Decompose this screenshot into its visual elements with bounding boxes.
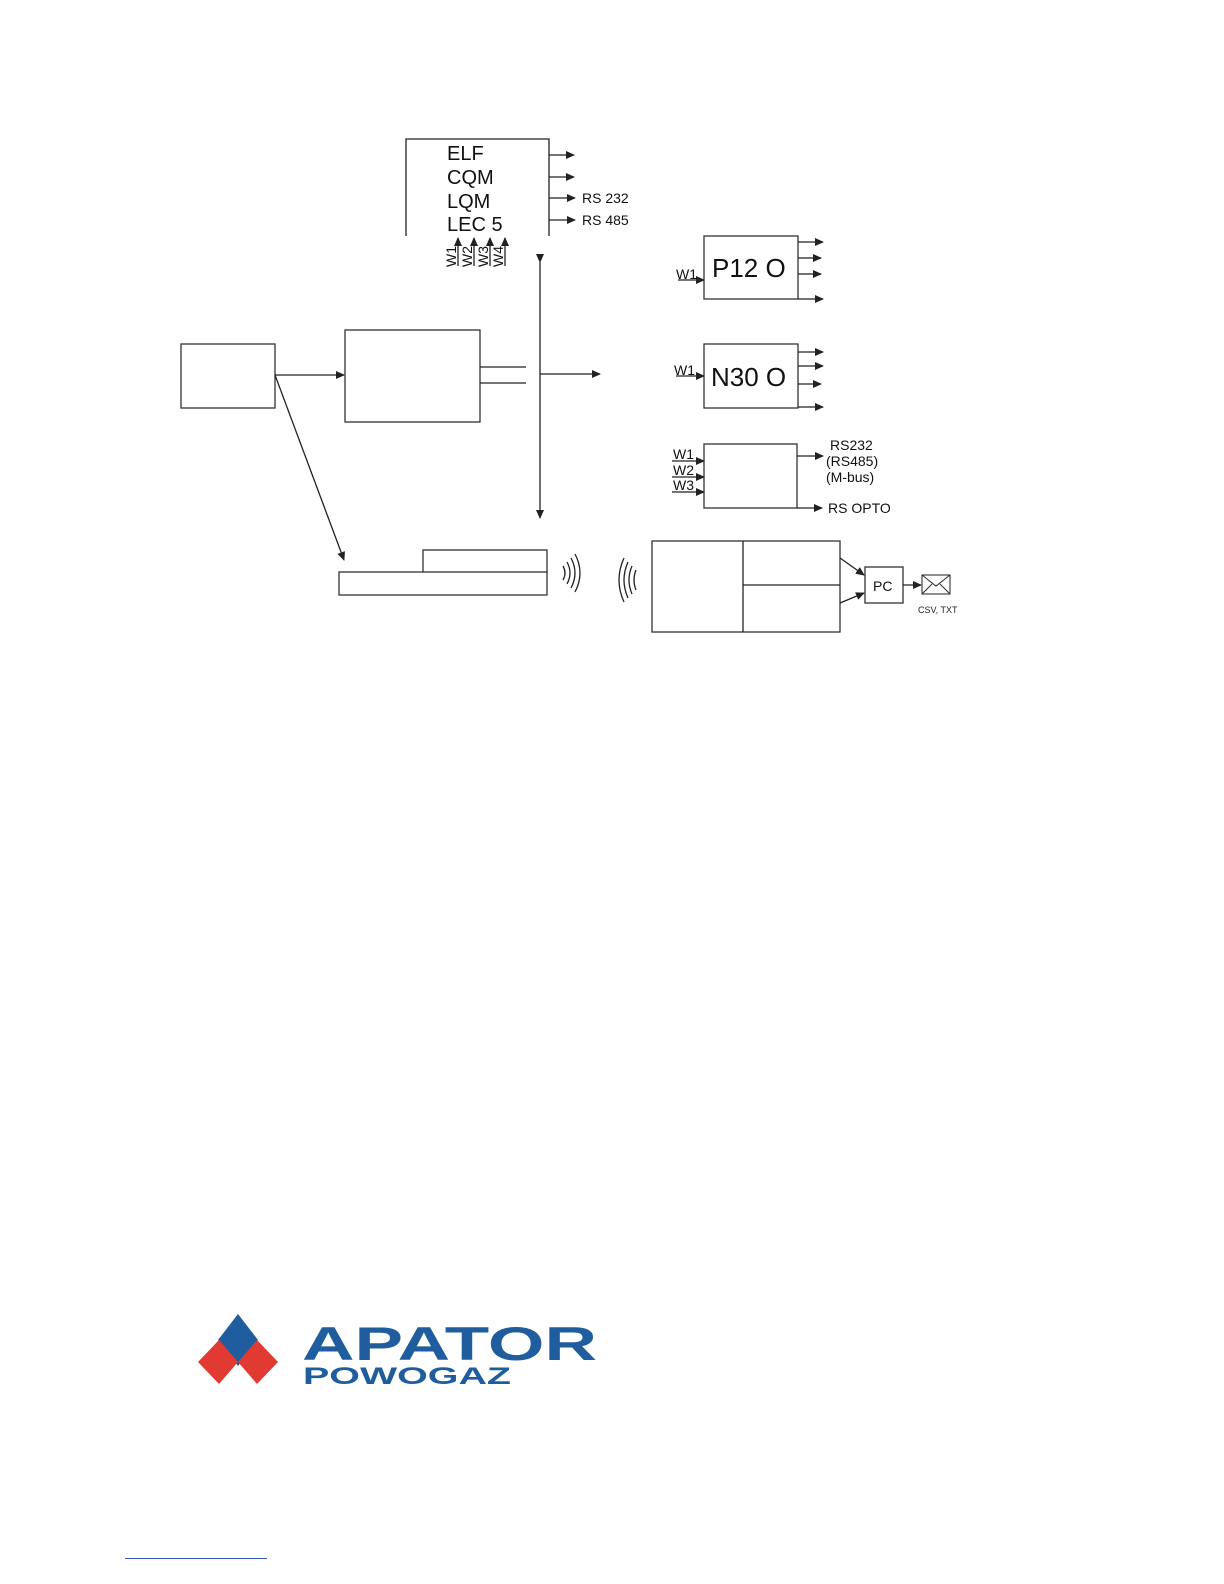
n30-input-label: W1 [674,362,695,378]
radio-waves-out-icon [563,554,580,592]
meter-input-label-w1: W1 [443,246,459,267]
meter-input-label-w4: W4 [490,246,506,267]
apator-powogaz-logo [195,1310,605,1400]
central-box [345,330,480,422]
export-formats-label: CSV, TXT [918,605,958,615]
p12-input-label: W1 [676,266,697,282]
footnote-rule [125,1558,267,1559]
meter-output-label-rs232: RS 232 [582,190,629,206]
module3-input-label-w3: W3 [673,477,694,493]
receiver-box [652,541,840,632]
module3-input-label-w2: W2 [673,462,694,478]
meter-label-lec5: LEC 5 [447,214,503,236]
module3-opto-label: RS OPTO [828,500,891,516]
envelope-icon [922,575,950,594]
transmitter-top-box [423,550,547,573]
meter-label-cqm: CQM [447,167,494,189]
module3-output-label-rs232: RS232 [830,437,873,453]
source-box [181,344,275,408]
logo-subtitle: POWOGAZ [303,1363,511,1390]
meter-input-label-w3: W3 [475,246,491,267]
meter-label-lqm: LQM [447,191,491,213]
n30-title: N30 O [711,362,787,392]
meter-label-elf: ELF [447,143,484,165]
meter-input-label-w2: W2 [459,246,475,267]
module3-input-label-w1: W1 [673,446,694,462]
module3-output-label-rs485: (RS485) [826,453,879,469]
module3-box [704,444,797,508]
radio-waves-in-icon [619,558,636,602]
p12-title: P12 O [712,253,786,283]
source-to-transmitter-arrow [275,375,344,560]
pc-label: PC [873,578,893,594]
meter-output-label-rs485: RS 485 [582,212,629,228]
logo-wordmark: APATOR [302,1317,597,1370]
receiver-to-pc-arrow-2 [840,593,864,603]
transmitter-base-box [339,572,547,595]
module3-output-label-mbus: (M-bus) [826,469,875,485]
receiver-to-pc-arrow-1 [840,558,864,575]
